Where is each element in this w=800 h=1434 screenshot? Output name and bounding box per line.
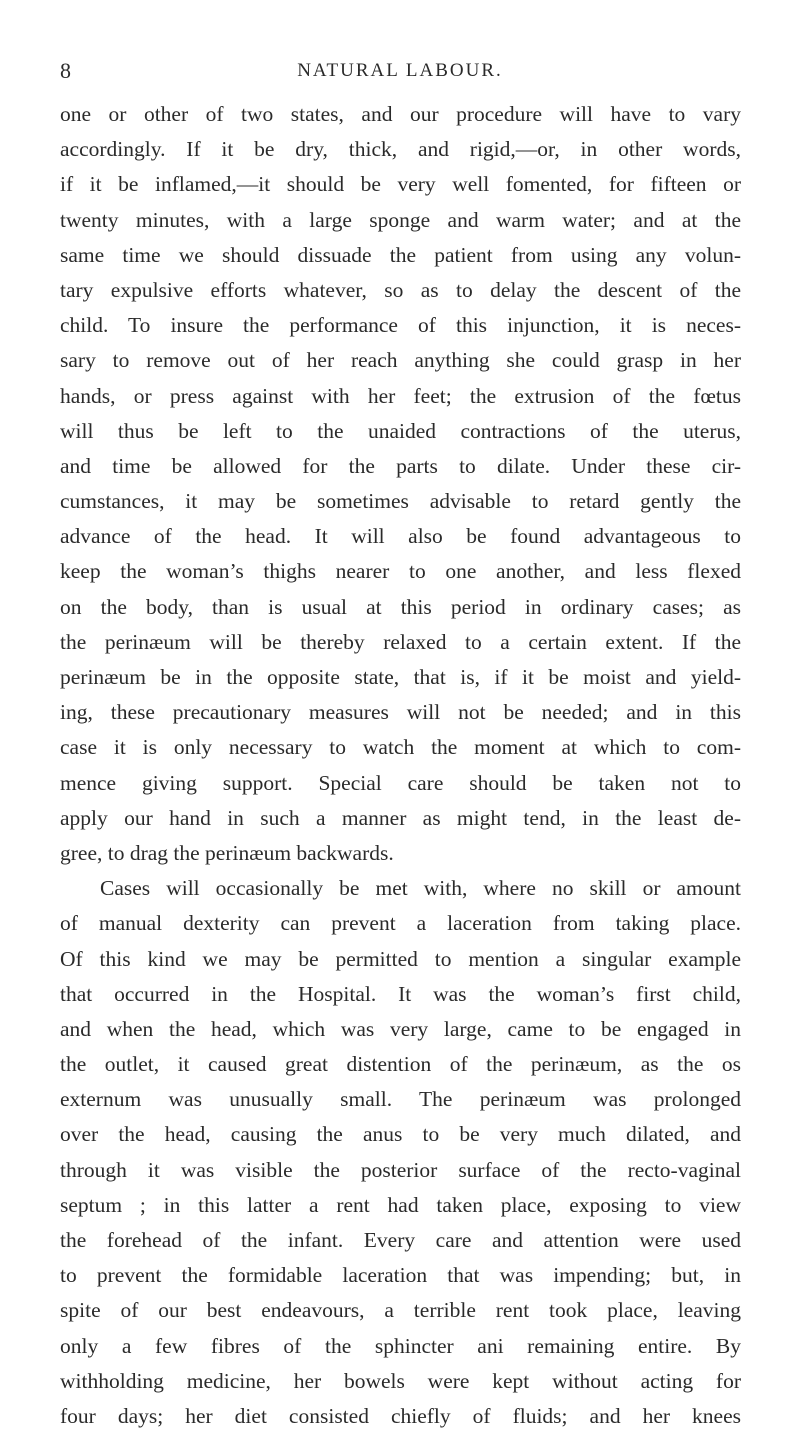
text-line: Of this kind we may be permitted to mention a singular example: [60, 946, 741, 971]
text-line: and time be allowed for the parts to dilate. Under these cir-: [60, 453, 741, 478]
text-line: on the body, than is usual at this period in ordinary cases; as: [60, 594, 741, 619]
paragraph-first-line: Cases will occasionally be met with, where no skill or amount: [100, 876, 741, 901]
body-text: [60, 97, 741, 1434]
text-line: only a few fibres of the sphincter ani remaining entire. By: [60, 1333, 741, 1358]
text-line: the outlet, it caused great distention of the perinæum, as the os: [60, 1052, 741, 1077]
page-number: 8: [60, 58, 71, 83]
text-line: tary expulsive efforts whatever, so as to delay the descent of the: [60, 277, 741, 302]
text-line: hands, or press against with her feet; the extrusion of the fœtus: [60, 383, 741, 408]
text-line: sary to remove out of her reach anything she could grasp in her: [60, 348, 741, 373]
text-line: that occurred in the Hospital. It was the woman’s first child,: [60, 981, 741, 1006]
running-head: [60, 56, 740, 86]
text-line: over the head, causing the anus to be very much dilated, and: [60, 1122, 741, 1147]
text-line: cumstances, it may be sometimes advisable to retard gently the: [60, 489, 741, 514]
running-head-title: NATURAL LABOUR.: [297, 60, 503, 81]
text-line: keep the woman’s thighs nearer to one another, and less flexed: [60, 559, 741, 584]
text-line: if it be inflamed,—it should be very well fomented, for fifteen or: [60, 172, 741, 197]
text-line: to prevent the formidable laceration that was impending; but, in: [60, 1263, 741, 1288]
text-line: same time we should dissuade the patient from using any volun-: [60, 242, 741, 267]
text-line: withholding medicine, her bowels were kept without acting for: [60, 1368, 741, 1393]
text-line: ing, these precautionary measures will not be needed; and in this: [60, 700, 741, 725]
text-line: apply our hand in such a manner as might tend, in the least de-: [60, 805, 741, 830]
text-line: through it was visible the posterior surface of the recto-vaginal: [60, 1157, 741, 1182]
text-line: septum ; in this latter a rent had taken place, exposing to view: [60, 1192, 741, 1217]
text-line: case it is only necessary to watch the moment at which to com-: [60, 735, 741, 760]
text-line: accordingly. If it be dry, thick, and rigid,—or, in other words,: [60, 137, 741, 162]
text-line: the perinæum will be thereby relaxed to a certain extent. If the: [60, 629, 741, 654]
text-line: child. To insure the performance of this injunction, it is neces-: [60, 313, 741, 338]
text-line: four days; her diet consisted chiefly of fluids; and her knees: [60, 1403, 741, 1428]
text-line: twenty minutes, with a large sponge and warm water; and at the: [60, 207, 741, 232]
text-line: advance of the head. It will also be found advantageous to: [60, 524, 741, 549]
text-line: of manual dexterity can prevent a laceration from taking place.: [60, 911, 741, 936]
text-line: will thus be left to the unaided contractions of the uterus,: [60, 418, 741, 443]
text-line: perinæum be in the opposite state, that is, if it be moist and yield-: [60, 665, 741, 689]
text-line: mence giving support. Special care should be taken not to: [60, 770, 741, 795]
text-line: the forehead of the infant. Every care and attention were used: [60, 1228, 741, 1252]
paragraph-last-line: gree, to drag the perinæum backwards.: [60, 840, 394, 865]
text-line: externum was unusually small. The perinæum was prolonged: [60, 1087, 741, 1112]
text-line: spite of our best endeavours, a terrible rent took place, leaving: [60, 1298, 741, 1323]
text-line: and when the head, which was very large, came to be engaged in: [60, 1016, 741, 1041]
text-line: one or other of two states, and our procedure will have to vary: [60, 102, 741, 126]
